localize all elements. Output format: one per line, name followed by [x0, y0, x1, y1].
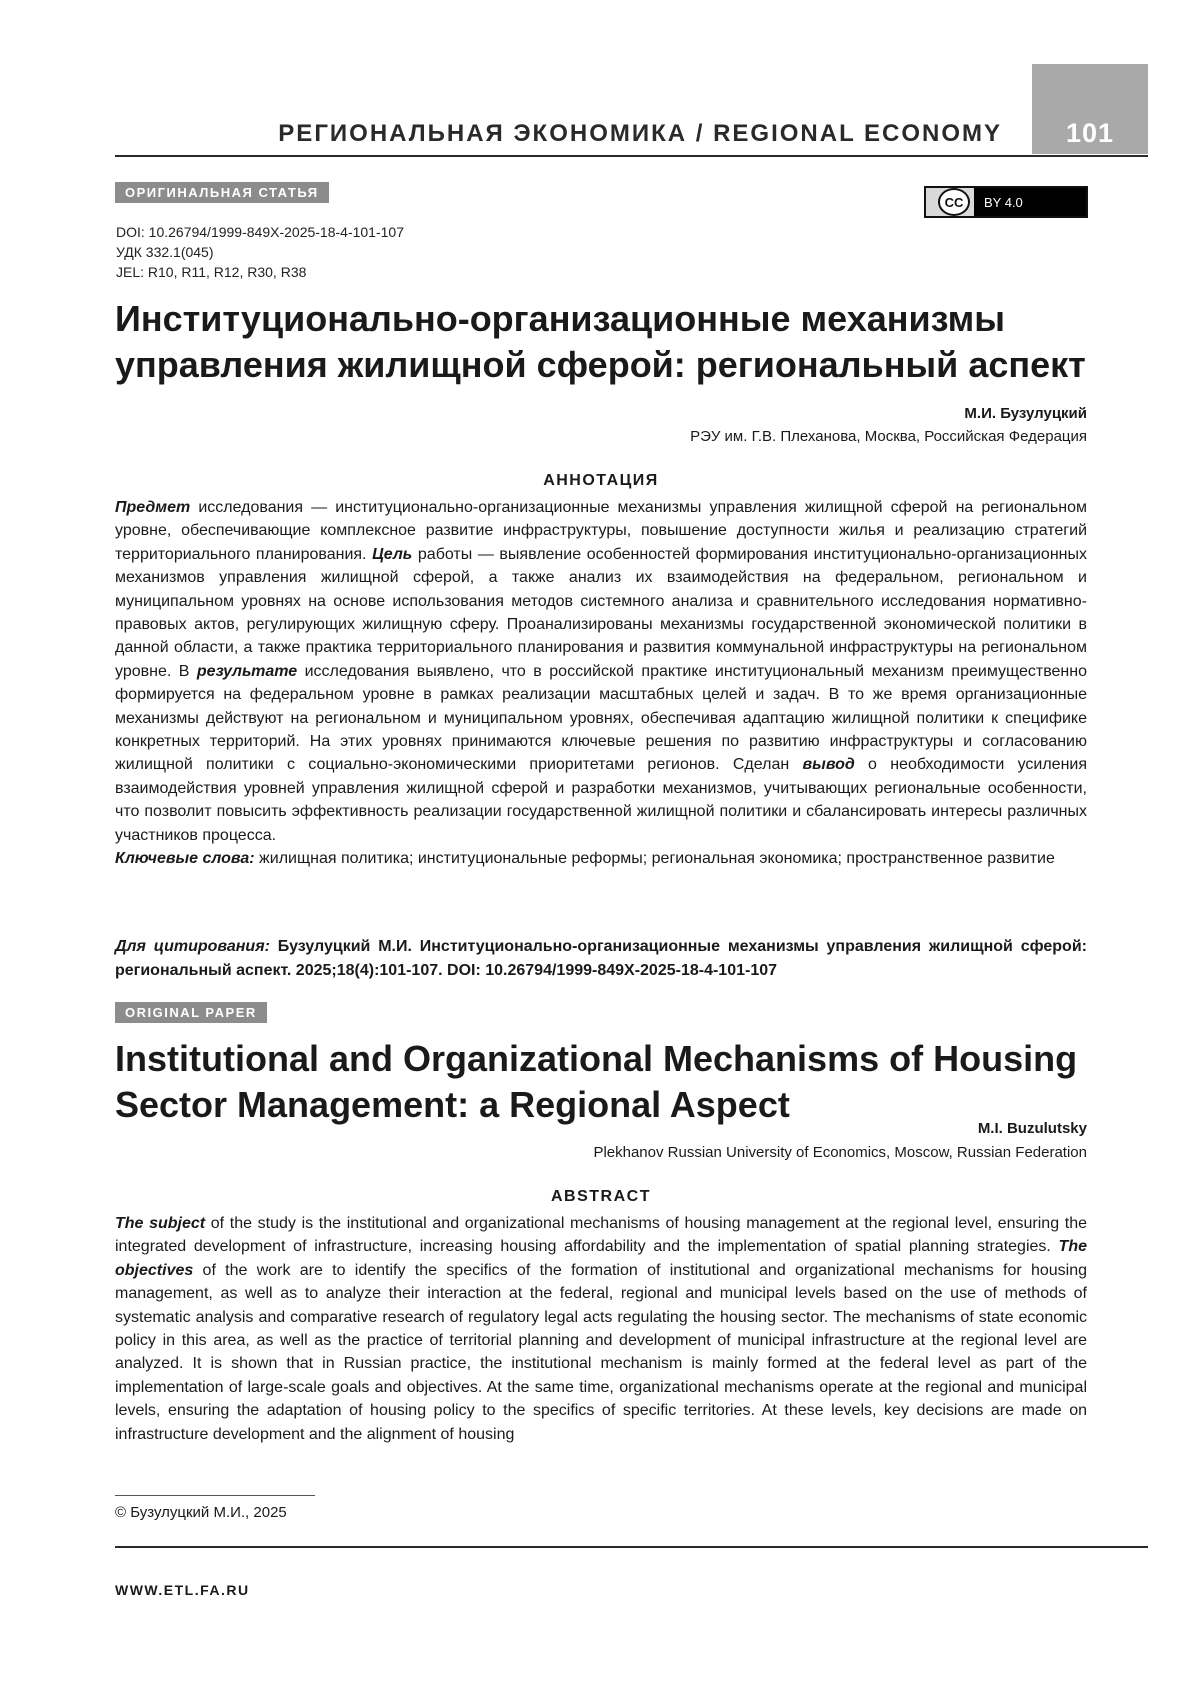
abstract-en-part2: of the work are to identify the specifics of the formation of institutional and organizational mechanisms for housing management, as well as to analyze their interaction at the federal, regional and municipal levels based on the use of methods of systematic analysis and comparative research of regulatory legal acts regulating the housing sector. The mechanisms of state economic policy in this area, as well as the practice of territorial planning and development of municipal infrastructure at the regional level are analyzed. It is shown that in Russian practice, the institutional mechanism is mainly formed at the federal level as part of the implementation of large-scale goals and objectives. At the same time, organizational mechanisms operate at the regional and municipal levels, ensuring the adaptation of housing policy to the specifics of specific territories. At these levels, key decisions are made on infrastructure development and the alignment of housing: [115, 1261, 1087, 1443]
citation-text: Бузулуцкий М.И. Институционально-организационные механизмы управления жилищной сферой: региональный аспект. 2025;18(4):101-107. DOI: 10.26794/1999-849X-2025-18-4-101-107: [115, 938, 1087, 979]
header-divider: [115, 155, 1148, 157]
udk: УДК 332.1(045): [116, 244, 214, 260]
article-title-ru: Институционально-организационные механизмы управления жилищной сферой: региональный аспект: [115, 298, 1086, 385]
abstract-ru-part4: о необходимости усиления взаимодействия уровней управления жилищной сферой и разработки механизмов, учитывающих региональные особенности, что позволит повысить эффективность реализации государственной жилищной политики и сбалансировать интересы различных участников процесса.: [115, 756, 1088, 844]
abstract-ru-result-label: результате: [196, 662, 298, 680]
journal-title: РЕГИОНАЛЬНАЯ ЭКОНОМИКА / REGIONAL ECONOMY: [278, 120, 1002, 147]
article-type-tag-en: ORIGINAL PAPER: [115, 1002, 267, 1023]
copyright: © Бузулуцкий М.И., 2025: [115, 1504, 287, 1521]
keywords: жилищная политика; институциональные реформы; региональная экономика; пространственное развитие: [254, 850, 1055, 868]
journal-url[interactable]: WWW.ETL.FA.RU: [115, 1582, 250, 1598]
abstract-en: [115, 1212, 1087, 1446]
abstract-ru-part3: исследования выявлено, что в российской практике институциональный механизм преимущественно формируется на федеральном уровне в рамках реализации масштабных целей и задач. В то же время организационные механизмы действуют на региональном и муниципальном уровнях, обеспечивая адаптацию жилищной политики к специфике конкретных территорий. На этих уровнях принимаются ключевые решения по развитию инфраструктуры и согласованию жилищной политики с социально-экономическими приоритетами регионов. Сделан: [115, 662, 1087, 774]
abstract-heading-en: ABSTRACT: [551, 1188, 651, 1205]
license-label: BY 4.0: [984, 194, 1023, 210]
abstract-en-part1: of the study is the institutional and organizational mechanisms of housing management at the regional level, ensuring the integrated development of infrastructure, increasing housing affordability and the implementation of spatial planning strategies.: [115, 1215, 1088, 1256]
abstract-ru-part2: работы — выявление особенностей формирования институционально-организационных механизмов управления жилищной сферой, а также анализ их взаимодействия на федеральном, региональном и муниципальном уровнях на основе использования методов системного анализа и сравнительного исследования нормативно-правовых актов, регулирующих жилищную сферу. Проанализированы механизмы государственной экономической политики в данной области, а также практика территориального планирования и развития коммунальной инфраструктуры на региональном уровне. В: [115, 545, 1087, 680]
abstract-ru-goal-label: Цель: [372, 545, 413, 563]
abstract-ru-part1: исследования — институционально-организационные механизмы управления жилищной сферой на региональном уровне, обеспечивающие комплексное развитие инфраструктуры, повышение доступности жилья и реализацию стратегий территориального планирования.: [115, 499, 1087, 563]
abstract-en-objectives-label: The objectives: [115, 1238, 1087, 1279]
citation: [115, 935, 1087, 983]
abstract-heading-ru: АННОТАЦИЯ: [543, 472, 659, 489]
article-type-tag-ru: ОРИГИНАЛЬНАЯ СТАТЬЯ: [115, 182, 329, 203]
abstract-ru-subject-label: Предмет: [115, 499, 191, 516]
affiliation-en: Plekhanov Russian University of Economics, Moscow, Russian Federation: [593, 1144, 1087, 1161]
jel-codes: JEL: R10, R11, R12, R30, R38: [116, 264, 307, 280]
doi: DOI: 10.26794/1999-849X-2025-18-4-101-107: [116, 224, 404, 240]
article-meta: [116, 222, 404, 282]
affiliation-ru: РЭУ им. Г.В. Плеханова, Москва, Российская Федерация: [690, 428, 1087, 445]
citation-label: Для цитирования:: [115, 938, 270, 955]
abstract-ru-conclusion-label: вывод: [802, 756, 855, 774]
license-badge[interactable]: [924, 186, 1088, 218]
author-en: M.I. Buzulutsky: [977, 1120, 1087, 1137]
footer-divider: [115, 1546, 1148, 1548]
abstract-ru: [115, 496, 1087, 871]
abstract-en-subject-label: The subject: [115, 1215, 206, 1232]
article-title-en: Institutional and Organizational Mechanisms of Housing Sector Management: a Regional Aspect: [115, 1038, 1078, 1125]
page-number: 101: [1065, 118, 1115, 148]
author-ru: М.И. Бузулуцкий: [964, 405, 1087, 422]
footnote-divider: [115, 1495, 315, 1496]
keywords-label: Ключевые слова:: [115, 850, 255, 868]
creative-commons-icon: CC: [938, 188, 970, 216]
